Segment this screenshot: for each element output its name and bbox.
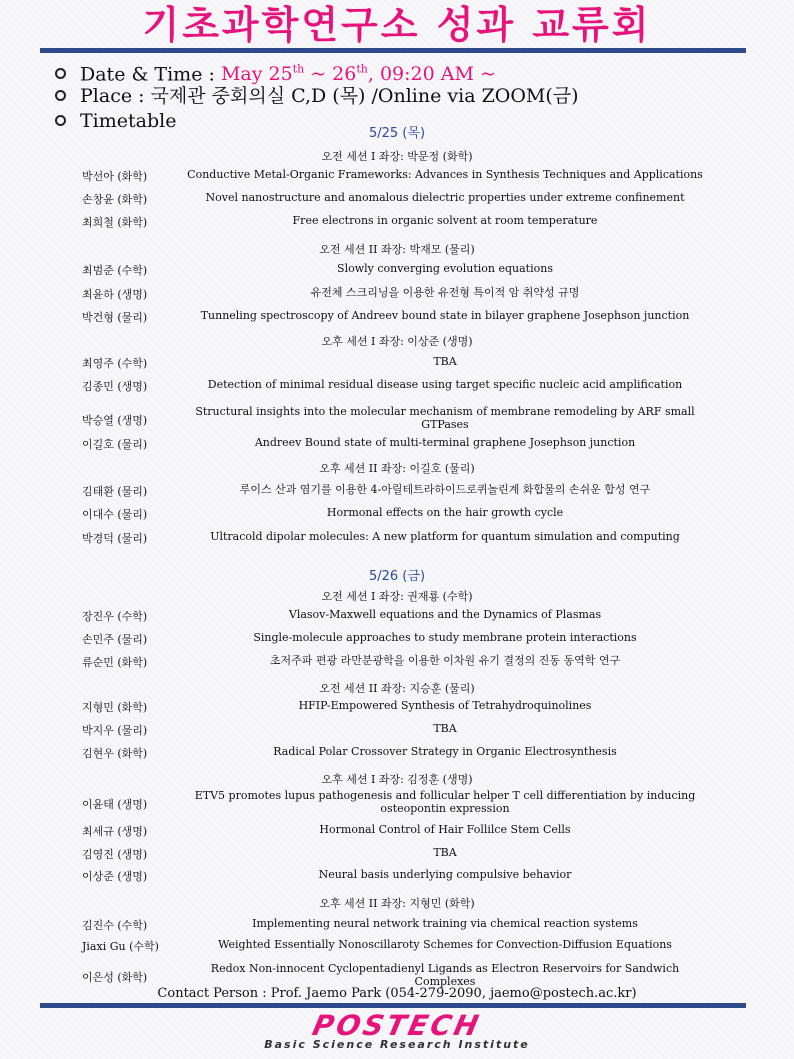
talk-title: TBA	[433, 355, 457, 368]
session-title: 오후 세션 I 좌장: 이상준 (생명)	[321, 335, 473, 348]
speaker-name: 박선아 (화학)	[82, 170, 148, 183]
talk-title: Radical Polar Crossover Strategy in Organic Electrosynthesis	[273, 745, 617, 758]
speaker-name: 이윤태 (생명)	[82, 798, 148, 811]
talk-title: TBA	[433, 846, 457, 859]
logo-mark: POSTECH	[309, 1009, 485, 1042]
talk-title: TBA	[433, 722, 457, 735]
speaker-name: 최범준 (수학)	[82, 264, 148, 277]
logo-subtitle: Basic Science Research Institute	[264, 1038, 530, 1051]
speaker-name: 류순민 (화학)	[82, 656, 148, 669]
talk-title: Conductive Metal-Organic Frameworks: Advances in Synthesis Techniques and Applications	[187, 168, 703, 181]
speaker-name: 김현우 (화학)	[82, 747, 148, 760]
speaker-name: 김태환 (물리)	[82, 485, 148, 498]
talk-title: Structural insights into the molecular mechanism of membrane remodeling by ARF small GTPases	[195, 405, 695, 431]
talk-title: Hormonal Control of Hair Follilce Stem Cells	[319, 823, 571, 836]
speaker-name: 이길호 (물리)	[82, 438, 148, 451]
talk-title: 초저주파 편광 라만분광학을 이용한 이차원 유기 결정의 진동 동역학 연구	[269, 654, 621, 667]
talk-title: Single-molecule approaches to study membrane protein interactions	[253, 631, 637, 644]
speaker-name: Jiaxi Gu (수학)	[82, 940, 159, 953]
header-divider	[40, 48, 746, 53]
speaker-name: 이상준 (생명)	[82, 870, 148, 883]
session-title: 오전 세션 I 좌장: 권재룡 (수학)	[321, 590, 473, 603]
postech-logo	[0, 1009, 794, 1051]
day-heading: 5/25 (목)	[368, 126, 426, 141]
speaker-name: 박건형 (물리)	[82, 311, 148, 324]
date-value: May 25th ~ 26th, 09:20 AM ~	[220, 63, 496, 86]
speaker-name: 손창윤 (화학)	[82, 193, 148, 206]
talk-title: Weighted Essentially Nonoscillaroty Schemes for Convection-Diffusion Equations	[218, 938, 672, 951]
date-line	[55, 58, 496, 86]
speaker-name: 박경덕 (물리)	[82, 532, 148, 545]
talk-title: Implementing neural network training via chemical reaction systems	[252, 917, 638, 930]
session-title: 오후 세션 II 좌장: 지형민 (화학)	[319, 897, 475, 910]
speaker-name: 박지우 (물리)	[82, 724, 148, 737]
session-title: 오전 세션 I 좌장: 박문정 (화학)	[321, 150, 473, 163]
place-line	[55, 84, 579, 108]
speaker-name: 김영진 (생명)	[82, 848, 148, 861]
talk-title: Tunneling spectroscopy of Andreev bound state in bilayer graphene Josephson junction	[200, 309, 690, 322]
place-value: 국제관 중회의실 C,D (목) /Online via ZOOM(금)	[150, 85, 579, 107]
timetable-label: Timetable	[80, 110, 177, 132]
contact-person: Contact Person : Prof. Jaemo Park (054-279-2090, jaemo@postech.ac.kr)	[157, 986, 637, 1001]
talk-title: Vlasov-Maxwell equations and the Dynamics of Plasmas	[288, 608, 602, 621]
speaker-name: 최세규 (생명)	[82, 825, 148, 838]
speaker-name: 박승열 (생명)	[82, 414, 148, 427]
day-heading: 5/26 (금)	[368, 569, 426, 584]
talk-title: Neural basis underlying compulsive behavior	[318, 868, 572, 881]
speaker-name: 이은성 (화학)	[82, 971, 148, 984]
speaker-name: 김종민 (생명)	[82, 380, 148, 393]
session-title: 오후 세션 I 좌장: 김정훈 (생명)	[321, 773, 473, 786]
place-label: Place :	[80, 85, 145, 107]
speaker-name: 이대수 (물리)	[82, 508, 148, 521]
talk-title: Hormonal effects on the hair growth cycle	[326, 506, 564, 519]
talk-title: Redox Non-innocent Cyclopentadienyl Ligands as Electron Reservoirs for Sandwich Complexes	[210, 962, 680, 988]
talk-title: Andreev Bound state of multi-terminal graphene Josephson junction	[254, 436, 636, 449]
talk-title: Free electrons in organic solvent at room temperature	[292, 214, 598, 227]
footer-divider	[40, 1003, 746, 1008]
session-title: 오전 세션 II 좌장: 박재모 (물리)	[319, 243, 475, 256]
speaker-name: 최희철 (화학)	[82, 216, 148, 229]
talk-title: Slowly converging evolution equations	[337, 262, 553, 275]
session-title: 오후 세션 II 좌장: 이길호 (물리)	[319, 462, 475, 475]
bullet-icon	[55, 90, 66, 101]
speaker-name: 지형민 (화학)	[82, 701, 148, 714]
talk-title: 유전체 스크리닝을 이용한 유전형 특이적 암 취약성 규명	[310, 286, 580, 299]
speaker-name: 손민주 (물리)	[82, 633, 148, 646]
talk-title: ETV5 promotes lupus pathogenesis and follicular helper T cell differentiation by inducing osteopontin expression	[194, 789, 696, 815]
talk-title: 루이스 산과 염기를 이용한 4-아릴테트라하이드로퀴놀린계 화합물의 손쉬운 합성 연구	[239, 483, 651, 496]
talk-title: Novel nanostructure and anomalous dielectric properties under extreme confinement	[205, 191, 685, 204]
speaker-name: 최영주 (수학)	[82, 357, 148, 370]
date-label: Date & Time :	[80, 63, 215, 86]
speaker-name: 김진수 (수학)	[82, 919, 148, 932]
talk-title: Detection of minimal residual disease using target specific nucleic acid amplification	[207, 378, 683, 391]
speaker-name: 장진우 (수학)	[82, 610, 148, 623]
talk-title: Ultracold dipolar molecules: A new platform for quantum simulation and computing	[210, 530, 680, 543]
speaker-name: 최윤하 (생명)	[82, 288, 148, 301]
page-title: 기초과학연구소 성과 교류회	[142, 3, 652, 47]
talk-title: HFIP-Empowered Synthesis of Tetrahydroquinolines	[298, 699, 592, 712]
bullet-icon	[55, 68, 66, 79]
session-title: 오전 세션 II 좌장: 지승훈 (물리)	[319, 682, 475, 695]
